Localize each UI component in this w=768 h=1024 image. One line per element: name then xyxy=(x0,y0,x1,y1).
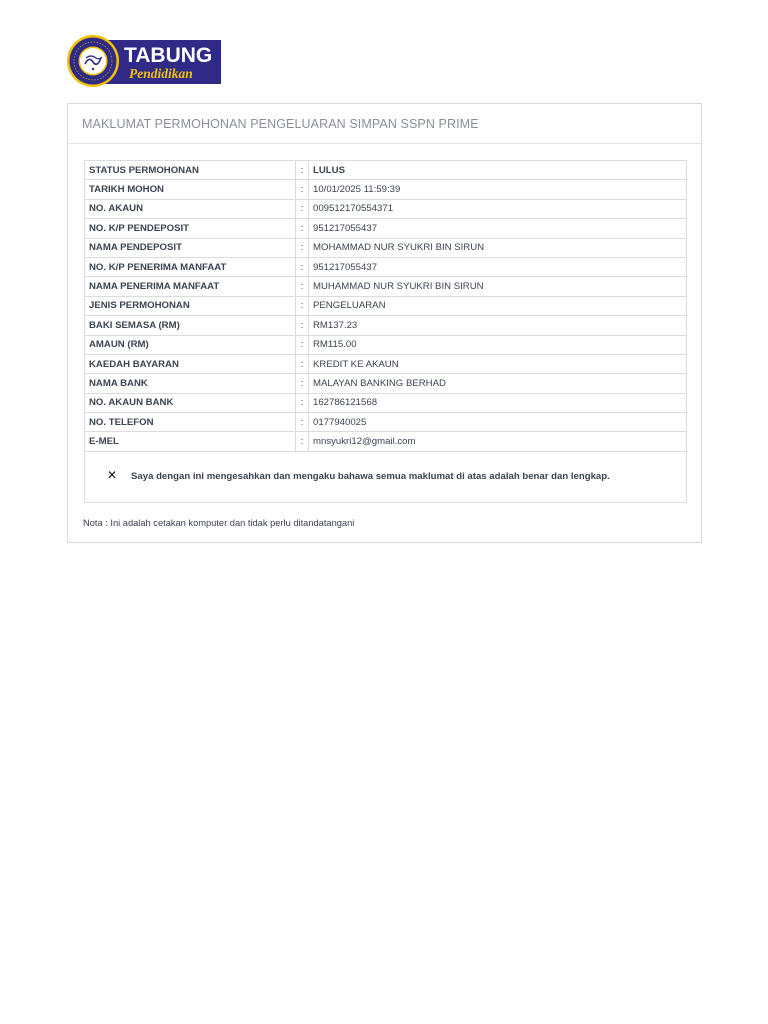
table-row xyxy=(85,161,687,180)
field-label: NO. AKAUN BANK xyxy=(85,393,296,412)
field-separator: : xyxy=(296,316,309,335)
table-row xyxy=(85,219,687,238)
field-label: NO. AKAUN xyxy=(85,199,296,218)
field-separator: : xyxy=(296,161,309,180)
field-value: RM115.00 xyxy=(309,335,687,354)
field-label: KAEDAH BAYARAN xyxy=(85,354,296,373)
field-value: 162786121568 xyxy=(309,393,687,412)
table-row xyxy=(85,277,687,296)
field-label: NO. K/P PENERIMA MANFAAT xyxy=(85,257,296,276)
field-label: STATUS PERMOHONAN xyxy=(85,161,296,180)
table-row xyxy=(85,238,687,257)
field-value: RM137.23 xyxy=(309,316,687,335)
logo-word-tabung: TABUNG xyxy=(124,44,213,67)
field-value: 951217055437 xyxy=(309,257,687,276)
field-label: NAMA PENERIMA MANFAAT xyxy=(85,277,296,296)
table-row xyxy=(85,335,687,354)
table-row xyxy=(85,296,687,315)
field-value: MUHAMMAD NUR SYUKRI BIN SIRUN xyxy=(309,277,687,296)
declaration-text: Saya dengan ini mengesahkan dan mengaku bahawa semua maklumat di atas adalah benar dan lengkap. xyxy=(131,471,610,482)
panel-title: MAKLUMAT PERMOHONAN PENGELUARAN SIMPAN SSPN PRIME xyxy=(68,104,701,144)
field-separator: : xyxy=(296,277,309,296)
field-separator: : xyxy=(296,432,309,451)
table-row xyxy=(85,257,687,276)
field-label: E-MEL xyxy=(85,432,296,451)
field-separator: : xyxy=(296,296,309,315)
field-separator: : xyxy=(296,219,309,238)
logo-word-pendidikan: Pendidikan xyxy=(129,66,193,81)
application-details-table xyxy=(84,160,687,452)
table-row xyxy=(85,374,687,393)
field-label: NO. TELEFON xyxy=(85,413,296,432)
field-separator: : xyxy=(296,180,309,199)
field-separator: : xyxy=(296,257,309,276)
field-value: MALAYAN BANKING BERHAD xyxy=(309,374,687,393)
field-label: NO. K/P PENDEPOSIT xyxy=(85,219,296,238)
field-label: AMAUN (RM) xyxy=(85,335,296,354)
field-label: BAKI SEMASA (RM) xyxy=(85,316,296,335)
field-value: PENGELUARAN xyxy=(309,296,687,315)
field-value: LULUS xyxy=(309,161,687,180)
table-row xyxy=(85,413,687,432)
table-row xyxy=(85,432,687,451)
field-value: mnsyukri12@gmail.com xyxy=(309,432,687,451)
field-separator: : xyxy=(296,199,309,218)
field-value: KREDIT KE AKAUN xyxy=(309,354,687,373)
field-value: 0177940025 xyxy=(309,413,687,432)
field-separator: : xyxy=(296,354,309,373)
footer-note: Nota : Ini adalah cetakan komputer dan tidak perlu ditandatangani xyxy=(83,518,355,528)
field-value: 951217055437 xyxy=(309,219,687,238)
table-row xyxy=(85,354,687,373)
ptptn-logo xyxy=(66,34,222,88)
field-separator: : xyxy=(296,393,309,412)
field-label: NAMA BANK xyxy=(85,374,296,393)
table-row xyxy=(85,393,687,412)
field-separator: : xyxy=(296,413,309,432)
field-separator: : xyxy=(296,374,309,393)
field-value: MOHAMMAD NUR SYUKRI BIN SIRUN xyxy=(309,238,687,257)
table-row xyxy=(85,199,687,218)
declaration-box xyxy=(84,451,687,503)
table-row xyxy=(85,180,687,199)
field-label: JENIS PERMOHONAN xyxy=(85,296,296,315)
field-value: 10/01/2025 11:59:39 xyxy=(309,180,687,199)
field-separator: : xyxy=(296,335,309,354)
field-label: TARIKH MOHON xyxy=(85,180,296,199)
field-separator: : xyxy=(296,238,309,257)
field-value: 009512170554371 xyxy=(309,199,687,218)
field-label: NAMA PENDEPOSIT xyxy=(85,238,296,257)
table-row xyxy=(85,316,687,335)
application-panel xyxy=(67,103,702,543)
close-mark-icon: ✕ xyxy=(107,468,118,482)
